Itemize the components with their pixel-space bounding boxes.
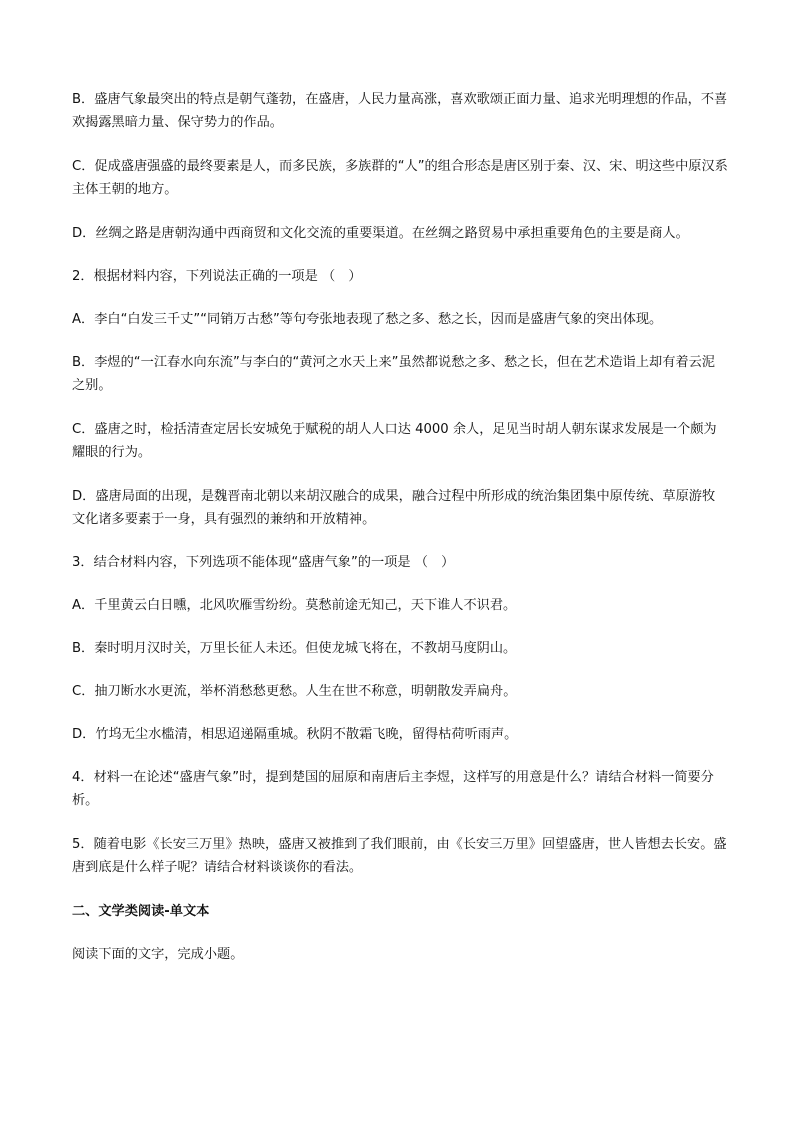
q1-option-b: B．盛唐气象最突出的特点是朝气蓬勃，在盛唐，人民力量高涨，喜欢歌颂正面力量、追求光明理想的作品，不喜欢揭露黑暗力量、保守势力的作品。 [72, 92, 728, 130]
q2-option-a: A．李白“白发三千丈”“同销万古愁”等句夸张地表现了愁之多、愁之长，因而是盛唐气象的突出体现。 [72, 312, 663, 327]
q4-stem: 4．材料一在论述“盛唐气象”时，提到楚国的屈原和南唐后主李煜，这样写的用意是什么？请结合材料一简要分析。 [72, 770, 714, 808]
q3-option-a: A．千里黄云白日曛，北风吹雁雪纷纷。莫愁前途无知己，天下谁人不识君。 [72, 598, 517, 613]
q1-option-d: D．丝绸之路是唐朝沟通中西商贸和文化交流的重要渠道。在丝绸之路贸易中承担重要角色的主要是商人。 [72, 226, 689, 241]
document-page [72, 88, 728, 966]
q2-stem: 2．根据材料内容，下列说法正确的一项是 （ ） [72, 269, 362, 284]
q2-option-c: C．盛唐之时，检括清查定居长安城免于赋税的胡人人口达 4000 余人，足见当时胡人朝东谋求发展是一个颇为耀眼的行为。 [72, 422, 717, 460]
q2-option-b: B．李煜的“一江春水向东流”与李白的“黄河之水天上来”虽然都说愁之多、愁之长，但在艺术造诣上却有着云泥之别。 [72, 355, 715, 393]
section-instruction: 阅读下面的文字，完成小题。 [72, 947, 244, 962]
q3-stem: 3．结合材料内容，下列选项不能体现“盛唐气象”的一项是 （ ） [72, 555, 455, 570]
q2-option-d: D．盛唐局面的出现，是魏晋南北朝以来胡汉融合的成果，融合过程中所形成的统治集团集中原传统、草原游牧文化诸多要素于一身，具有强烈的兼纳和开放精神。 [72, 489, 716, 527]
q5-stem: 5．随着电影《长安三万里》热映，盛唐又被推到了我们眼前，由《长安三万里》回望盛唐，世人皆想去长安。盛唐到底是什么样子呢？请结合材料谈谈你的看法。 [72, 837, 727, 875]
q3-option-d: D．竹坞无尘水槛清，相思迢递隔重城。秋阴不散霜飞晚，留得枯荷听雨声。 [72, 727, 518, 742]
q3-option-b: B．秦时明月汉时关，万里长征人未还。但使龙城飞将在，不教胡马度阴山。 [72, 641, 517, 656]
q1-option-c: C．促成盛唐强盛的最终要素是人，而多民族，多族群的“人”的组合形态是唐区别于秦、汉、宋、明这些中原汉系主体王朝的地方。 [72, 159, 728, 197]
section-heading: 二、文学类阅读-单文本 [72, 904, 210, 919]
q3-option-c: C．抽刀断水水更流，举杯消愁愁更愁。人生在世不称意，明朝散发弄扁舟。 [72, 684, 517, 699]
